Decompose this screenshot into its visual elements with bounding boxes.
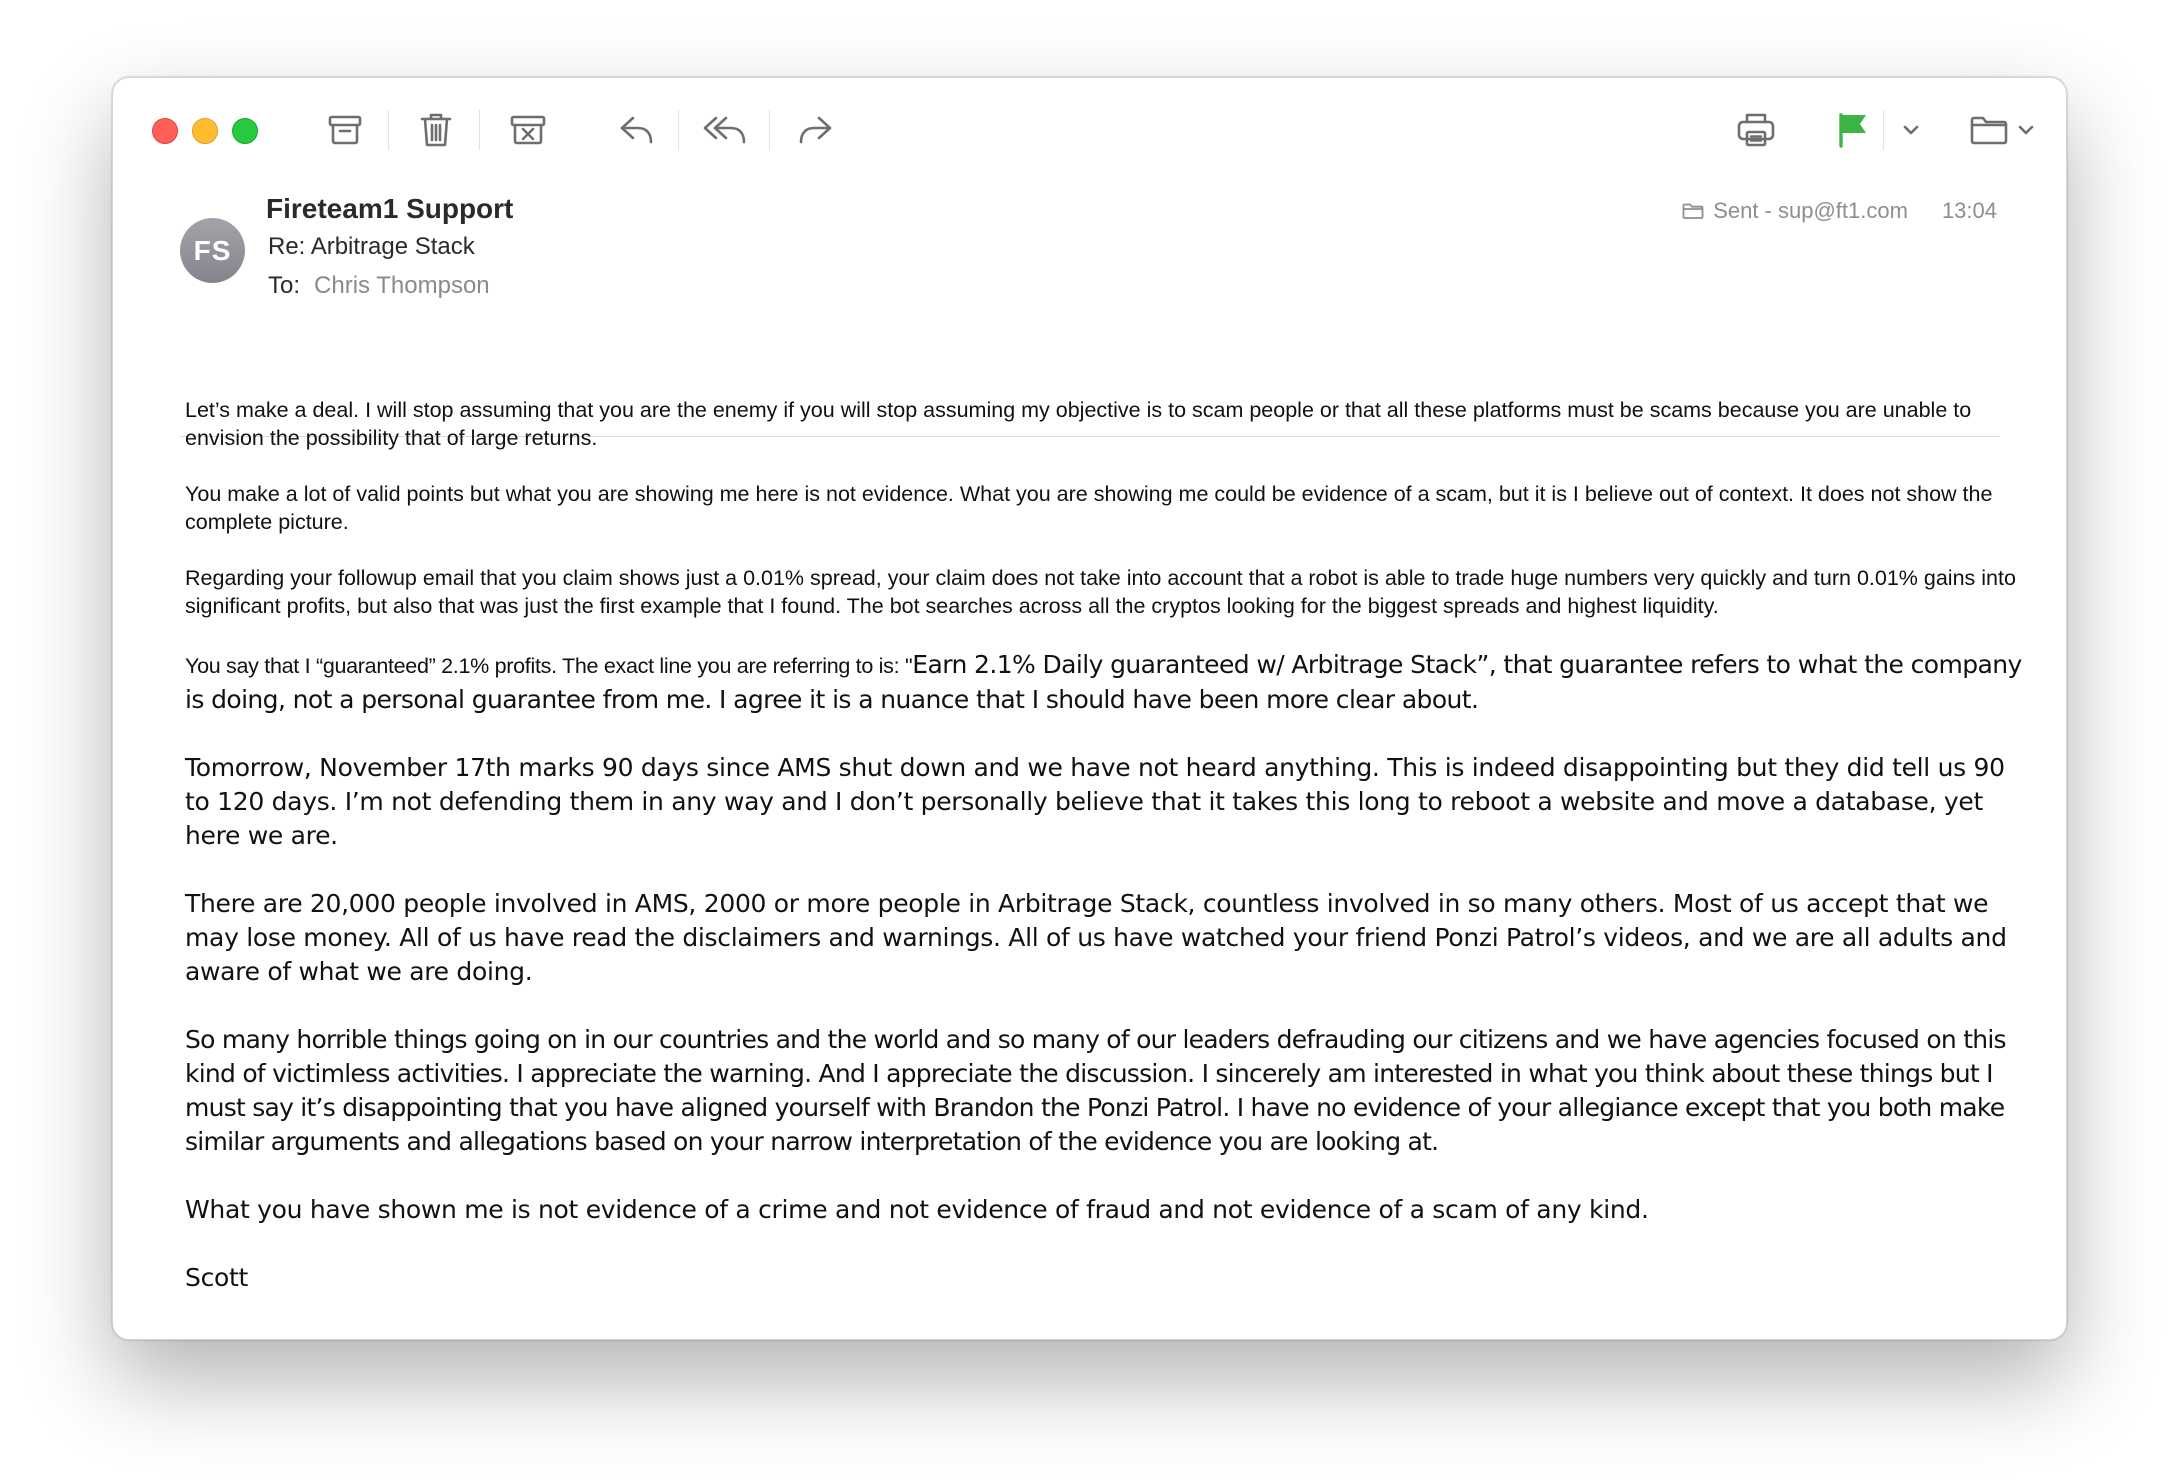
sender-name[interactable]: Fireteam1 Support [266,193,514,224]
body-paragraph: So many horrible things going on in our countries and the world and so many of our leaders defrauding our citizens and we have agencies focused on this kind of victimless activities. I appreciate the warning. And I appreciate the discussion. I sincerely am interested in what you think about these things but I must say it’s disappointing that you have aligned yourself with Brandon the Ponzi Patrol. I have no evidence of your allegiance except that you both make similar arguments and allegations based on your narrow interpretation of the evidence you are looking at. [185,1025,2006,1156]
body-paragraph: Let’s make a deal. I will stop assuming that you are the enemy if you will stop assuming my objective is to scam people or that all these platforms must be scams because you are unable to envision the possibility that of large returns. [185,398,1972,450]
junk-button[interactable] [501,106,555,154]
minimize-window-button[interactable] [192,118,218,144]
body-paragraph: You make a lot of valid points but what you are showing me here is not evidence. What you are showing me could be evidence of a scam, but it is I believe out of context. It does not show the complete picture. [185,482,1993,534]
chevron-down-icon [1903,124,1919,136]
chevron-down-icon [2018,124,2034,136]
message-meta [1682,198,1997,224]
body-paragraph-lead: You say that I “guaranteed” 2.1% profits. The exact line you are referring to is: " [185,654,913,678]
delete-button[interactable] [409,106,463,154]
body-paragraph: There are 20,000 people involved in AMS, 2000 or more people in Arbitrage Stack, countless involved in so many others. Most of us accept that we may lose money. All of us have read the disclaimers and warnings. All of us have watched your friend Ponzi Patrol’s videos, and we are all adults and aware of what we are doing. [185,889,2007,986]
reply-icon [618,113,656,147]
body-paragraph: Tomorrow, November 17th marks 90 days since AMS shut down and we have not heard anything. This is indeed disappointing but they did tell us 90 to 120 days. I’m not defending them in any way and I don’t personally believe that it takes this long to reboot a website and move a database, yet here we are. [185,753,2005,850]
to-label: To: [268,272,301,299]
flag-button[interactable] [1830,106,1876,154]
body-paragraph-quote: Earn 2.1% Daily guaranteed w/ Arbitrage Stack”, that guarantee refers to what the company is doing, not a personal guarantee from me. I agree it is a nuance that I should have been more clear about. [185,650,2022,714]
mailbox-label[interactable] [1682,198,1908,224]
junk-box-icon [509,112,547,148]
reply-all-button[interactable] [695,106,757,154]
toolbar-separator [678,110,679,150]
timestamp: 13:04 [1941,198,1997,223]
forward-icon [796,113,834,147]
toolbar [113,78,2066,178]
avatar-initials: FS [193,234,232,266]
printer-icon [1736,111,1776,149]
close-window-button[interactable] [152,118,178,144]
flag-icon [1836,112,1870,148]
recipient-row [268,272,490,300]
body-paragraph: Regarding your followup email that you claim shows just a 0.01% spread, your claim does not take into account that a robot is able to trade huge numbers very quickly and turn 0.01% gains into significant profits, but also that was just the first example that I found. The bot searches across all the cryptos looking for the biggest spreads and highest liquidity. [185,566,2016,618]
trash-icon [419,111,453,149]
print-button[interactable] [1727,106,1785,154]
reply-all-icon [702,113,750,147]
forward-button[interactable] [788,106,842,154]
toolbar-separator [479,110,480,150]
avatar [180,218,245,283]
zoom-window-button[interactable] [232,118,258,144]
flag-menu-button[interactable] [1896,106,1926,154]
reply-button[interactable] [610,106,664,154]
signature: Scott [185,1263,249,1292]
toolbar-separator [388,110,389,150]
body-paragraph: What you have shown me is not evidence of a crime and not evidence of fraud and not evidence of a scam of any kind. [185,1195,1649,1224]
move-to-folder-button[interactable] [1963,106,2015,154]
archive-button[interactable] [318,106,372,154]
mailbox-name: Sent - sup@ft1.com [1713,198,1908,223]
toolbar-separator [1883,110,1884,150]
body-paragraph [185,648,2035,717]
folder-icon [1682,202,1704,220]
toolbar-separator [769,110,770,150]
subject-line: Re: Arbitrage Stack [268,233,475,260]
folder-icon [1969,114,2009,146]
mail-window [112,77,2067,1340]
archive-box-icon [327,112,363,148]
recipient-name[interactable]: Chris Thompson [314,272,490,299]
move-menu-button[interactable] [2013,106,2039,154]
message-body [185,396,2035,1295]
